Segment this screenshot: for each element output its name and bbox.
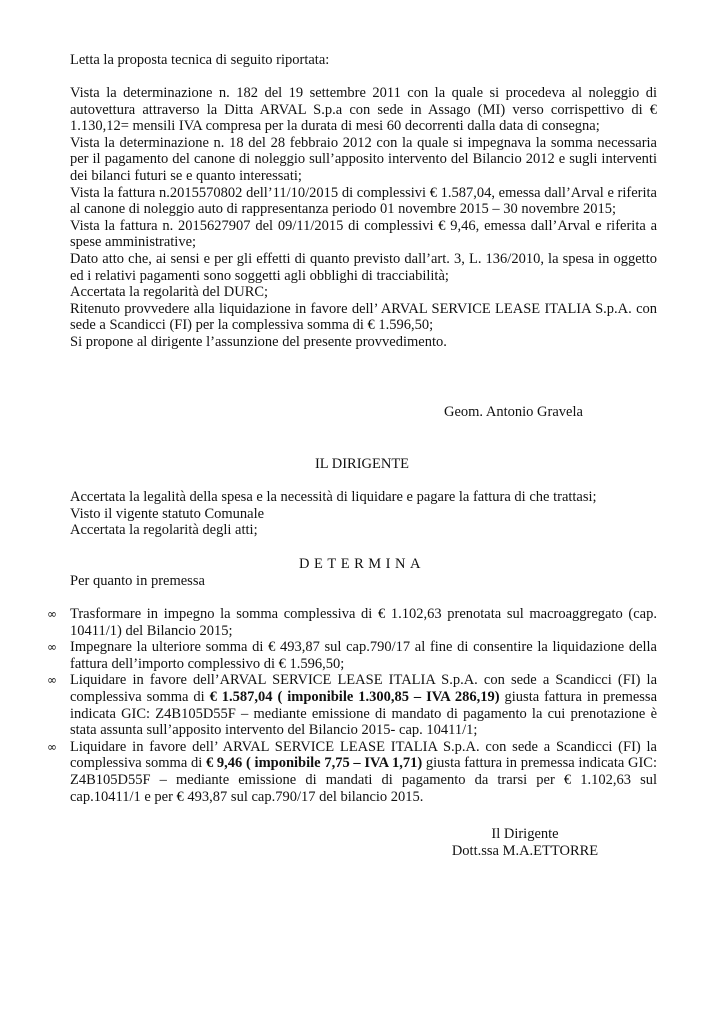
intro-line: Letta la proposta tecnica di seguito riportata: [70, 52, 330, 68]
action-item [47, 639, 657, 672]
section-heading: IL DIRIGENTE [314, 456, 410, 472]
action-item [47, 672, 658, 739]
premise-paragraph: Dato atto che, ai sensi e per gli effetti di quanto previsto dall’art. 3, L. 136/2010, la spesa in oggetto ed i relativi pagamenti sono soggetti agli obblighi di tracciabilità; [70, 250, 657, 284]
premises-section [70, 85, 657, 351]
action-item [47, 738, 658, 805]
premise-paragraph: Ritenuto provvedere alla liquidazione in favore dell’ ARVAL SERVICE LEASE ITALIA S.p.A. con sede a Scandicci (FI) per la complessiva somma di € 1.596,50; [70, 300, 657, 334]
premise-paragraph: Vista la fattura n. 2015627907 del 09/11/2015 di complessivi € 9,46, emessa dall’Arval e riferita a spese amministrative; [70, 217, 657, 251]
finding-line: Accertata la regolarità degli atti; [70, 522, 258, 539]
premise-paragraph: Si propone al dirigente l’assunzione del presente provvedimento. [70, 333, 447, 350]
findings-section [70, 489, 657, 539]
premise-paragraph: Vista la determinazione n. 182 del 19 settembre 2011 con la quale si procedeva al noleggio di autovettura attraverso la Ditta ARVAL S.p.a con sede in Assago (MI) verso corrispettivo di € 1.130,12= mensili IVA compresa per la durata di mesi 60 decorrenti dalla data di consegna; [70, 85, 657, 135]
signature-name: Dott.ssa M.A.ETTORRE [451, 842, 599, 859]
action-text: giusta fattura in premessa indicata GIC: Z4B105D55F – mediante emissione di mandato di pagamento la cui prenotazione è stata assunta sull’apposito intervento del Bilancio 2015- cap. 10411/1; [70, 688, 658, 739]
action-text: Trasformare in impegno la somma complessiva di € 1.102,63 prenotata sul macroaggregato (cap. 10411/1) del Bilancio 2015; [70, 606, 657, 639]
infinity-bullet-icon: ∞ [47, 673, 57, 688]
actions-list [47, 606, 658, 805]
signature-role: Il Dirigente [491, 826, 559, 842]
infinity-bullet-icon: ∞ [47, 739, 57, 754]
action-amount: € 1.587,04 ( imponibile 1.300,85 – IVA 286,19) [209, 688, 500, 705]
action-text: Impegnare la ulteriore somma di € 493,87 sul cap.790/17 al fine di consentire la liquidazione della fattura dell’importo complessivo di € 1.596,50; [70, 639, 657, 672]
infinity-bullet-icon: ∞ [47, 640, 57, 655]
action-item [47, 606, 657, 639]
action-text: Liquidare in favore dell’ARVAL SERVICE LEASE ITALIA S.p.A. con sede a Scandicci (FI) la complessiva somma di [70, 672, 657, 705]
premise-paragraph: Vista la fattura n.2015570802 dell’11/10/2015 di complessivi € 1.587,04, emessa dall’Arval e riferita al canone di noleggio auto di rappresentanza periodo 01 novembre 2015 – 30 novembre 2015; [70, 184, 657, 218]
action-text: giusta fattura in premessa indicata GIC: Z4B105D55F – mediante emissione di mandati di pagamento da trarsi per € 1.102,63 sul cap.10411/1 e per € 493,87 sul cap.790/17 del bilancio 2015. [70, 755, 658, 805]
per-quanto-line: Per quanto in premessa [70, 573, 205, 589]
action-text: Liquidare in favore dell’ ARVAL SERVICE LEASE ITALIA S.p.A. con sede a Scandicci (FI) la complessiva somma di [70, 738, 657, 772]
finding-line: Accertata la legalità della spesa e la necessità di liquidare e pagare la fattura di che trattasi; [70, 489, 597, 505]
premise-paragraph: Vista la determinazione n. 18 del 28 febbraio 2012 con la quale si impegnava la somma necessaria per il pagamento del canone di noleggio sull’apposito intervento del Bilancio 2012 e sugli interventi dei bilanci futuri se e quanto interessati; [70, 134, 657, 184]
signature-block [440, 826, 610, 859]
action-amount: € 9,46 ( imponibile 7,75 – IVA 1,71) [205, 755, 423, 772]
finding-line: Visto il vigente statuto Comunale [70, 505, 265, 522]
infinity-bullet-icon: ∞ [47, 607, 57, 621]
determina-heading: DETERMINA [299, 556, 425, 572]
proposer-signature: Geom. Antonio Gravela [444, 404, 583, 420]
premise-paragraph: Accertata la regolarità del DURC; [70, 284, 269, 301]
